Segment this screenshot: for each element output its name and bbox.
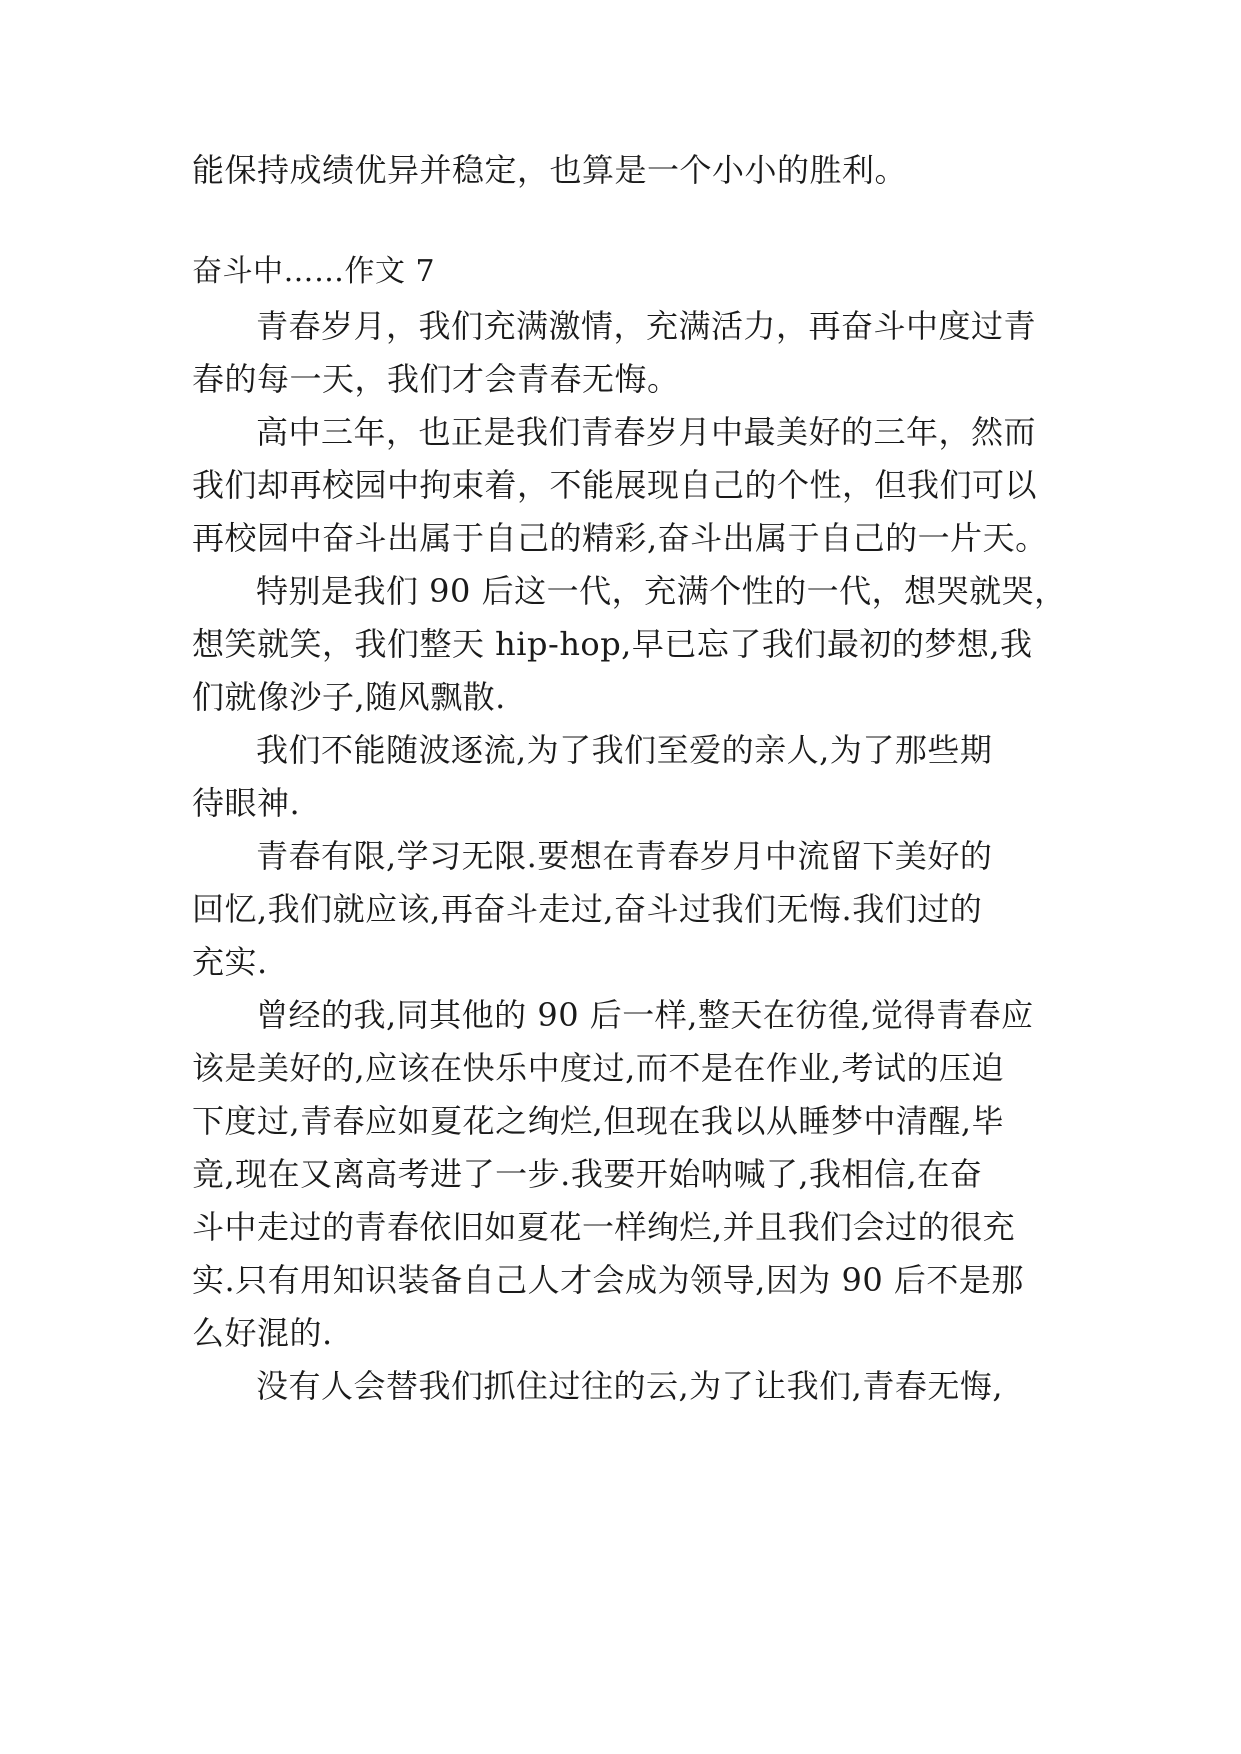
paragraph-line: 该是美好的,应该在快乐中度过,而不是在作业,考试的压迫 — [192, 1049, 1005, 1087]
paragraph-line: 春的每一天，我们才会青春无悔。 — [192, 360, 680, 398]
paragraph-line: 下度过,青春应如夏花之绚烂,但现在我以从睡梦中清醒,毕 — [192, 1102, 1005, 1140]
paragraph-line: 再校园中奋斗出属于自己的精彩,奋斗出属于自己的一片天。 — [192, 519, 1048, 557]
paragraph-line: 曾经的我,同其他的 90 后一样,整天在彷徨,觉得青春应 — [256, 996, 1034, 1034]
paragraph-line: 待眼神. — [192, 784, 301, 822]
paragraph-line: 高中三年，也正是我们青春岁月中最美好的三年，然而 — [256, 413, 1037, 451]
paragraph-line: 青春有限,学习无限.要想在青春岁月中流留下美好的 — [256, 837, 993, 875]
paragraph-line: 能保持成绩优异并稳定，也算是一个小小的胜利。 — [192, 151, 908, 189]
paragraph-line: 们就像沙子,随风飘散. — [192, 678, 506, 716]
paragraph-line: 特别是我们 90 后这一代，充满个性的一代，想哭就哭， — [256, 572, 1067, 610]
paragraph-line: 青春岁月，我们充满激情，充满活力，再奋斗中度过青 — [256, 307, 1037, 345]
essay-title: 奋斗中……作文 7 — [192, 254, 436, 289]
paragraph-line: 回忆,我们就应该,再奋斗走过,奋斗过我们无悔.我们过的 — [192, 890, 983, 928]
paragraph-line: 想笑就笑，我们整天 hip-hop,早已忘了我们最初的梦想,我 — [192, 625, 1033, 663]
paragraph-line: 竟,现在又离高考进了一步.我要开始呐喊了,我相信,在奋 — [192, 1155, 983, 1193]
paragraph-line: 充实. — [192, 943, 268, 981]
paragraph-line: 我们却再校园中拘束着，不能展现自己的个性，但我们可以 — [192, 466, 1038, 504]
paragraph-line: 没有人会替我们抓住过往的云,为了让我们,青春无悔, — [256, 1367, 1004, 1405]
paragraph-line: 么好混的. — [192, 1314, 333, 1352]
paragraph-line: 我们不能随波逐流,为了我们至爱的亲人,为了那些期 — [256, 731, 993, 769]
paragraph-line: 实.只有用知识装备自己人才会成为领导,因为 90 后不是那 — [192, 1261, 1024, 1299]
paragraph-line: 斗中走过的青春依旧如夏花一样绚烂,并且我们会过的很充 — [192, 1208, 1016, 1246]
